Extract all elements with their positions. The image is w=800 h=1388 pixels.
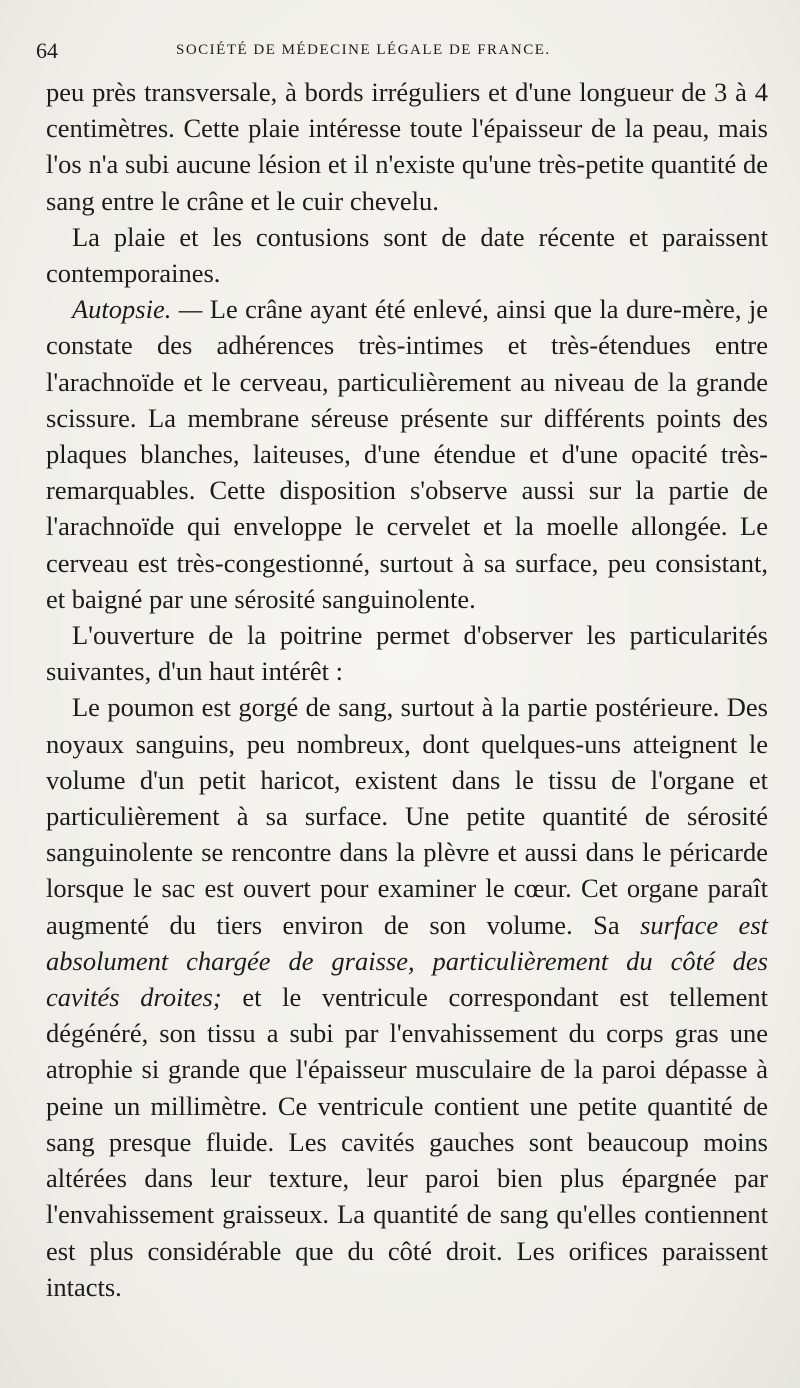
paragraph-continuation: peu près transversale, à bords irréguliers et d'une longueur de 3 à 4 centimètres. Cette plaie intéresse toute l'épaisseur de la peau, mais l'os n'a subi aucune lésion et il n'existe qu'une très-petite quantité de sang entre le crâne et le cuir chevelu. <box>46 77 768 216</box>
paragraph-poumon <box>46 689 768 1304</box>
page-header <box>36 38 770 68</box>
paragraph-poitrine: L'ouverture de la poitrine permet d'observer les particularités suivantes, d'un haut intérêt : <box>46 620 768 687</box>
running-title: SOCIÉTÉ DE MÉDECINE LÉGALE DE FRANCE. <box>176 42 551 58</box>
paragraph-autopsie <box>46 291 768 617</box>
page-number: 64 <box>36 38 58 63</box>
body-text <box>46 74 768 1305</box>
poumon-text-before: Le poumon est gorgé de sang, surtout à la partie postérieure. Des noyaux sanguins, peu nombreux, dont quelques-uns atteignent le volume d'un petit haricot, existent dans le tissu de l'organe et particulièrement à sa surface. Une petite quantité de sérosité sanguinolente se rencontre dans la plèvre et aussi dans le péricarde lorsque le sac est ouvert pour examiner le cœur. Cet organe paraît augmenté du tiers environ de son volume. Sa <box>46 692 768 940</box>
poumon-text-after: et le ventricule correspondant est tellement dégénéré, son tissu a subi par l'envahissement du corps gras une atrophie si grande que l'épaisseur musculaire de la paroi dépasse à peine un millimètre. Ce ventricule contient une petite quantité de sang presque fluide. Les cavités gauches sont beaucoup moins altérées dans leur texture, leur paroi bien plus épargnée par l'envahissement graisseux. La quantité de sang qu'elles contiennent est plus considérable que du côté droit. Les orifices paraissent intacts. <box>46 982 769 1302</box>
paragraph-contusions: La plaie et les contusions sont de date récente et paraissent contemporaines. <box>46 221 768 289</box>
autopsie-label: Autopsie. — <box>72 294 203 325</box>
poumon-italic-text: surface est absolument chargée de graisse, particulièrement du côté des cavités droites; <box>46 909 768 1013</box>
autopsie-text: Le crâne ayant été enlevé, ainsi que la dure-mère, je constate des adhérences très-intimes et très-étendues entre l'arachnoïde et le cerveau, particulièrement au niveau de la grande scissure. La membrane séreuse présente sur différents points des plaques blanches, laiteuses, d'une étendue et d'une opacité très-remarquables. Cette disposition s'observe aussi sur la partie de l'arachnoïde qui enveloppe le cervelet et la moelle allongée. Le cerveau est très-congestionné, surtout à sa surface, peu consistant, et baigné par une sérosité sanguinolente. <box>46 294 768 614</box>
